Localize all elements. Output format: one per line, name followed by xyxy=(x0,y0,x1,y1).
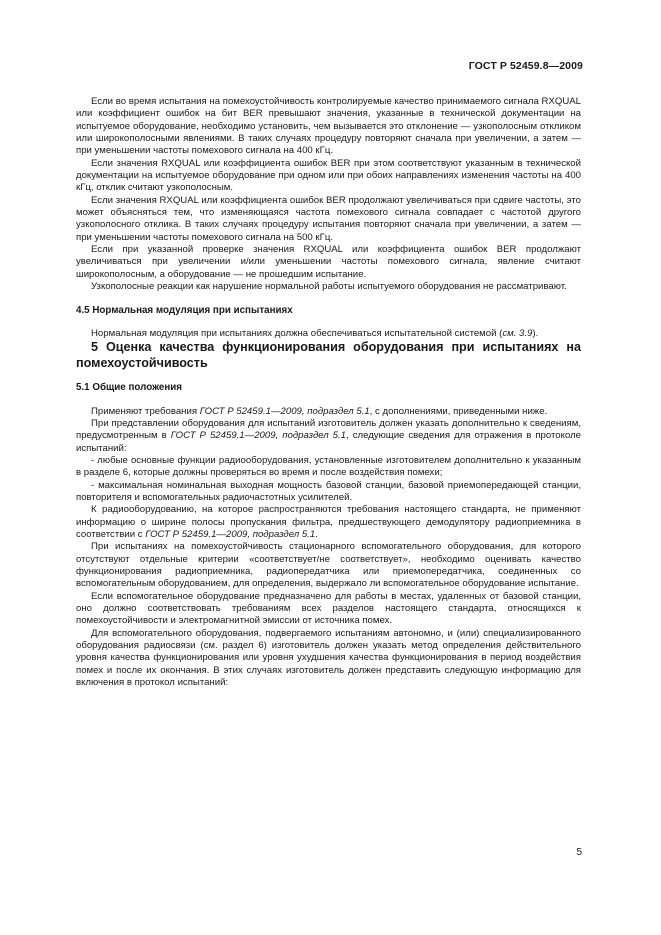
paragraph-text: . xyxy=(315,528,318,540)
list-item: - максимальная номинальная выходная мощность базовой станции, базовой приемопередающей станции, повторителя и вспомогательных радиочастотных усилителей. xyxy=(76,479,581,503)
paragraph: При испытаниях на помехоустойчивость стационарного вспомогательного оборудования, для которого отсутствуют отдельные критерии «соответствует/не соответствует», необходимо оценивать качество функционирования радиоприемника, радиопередатчика или приемопередатчика, соединенных со вспомогательным оборудованием, для определения, выдержало ли вспомогательное оборудование испытание. xyxy=(76,541,581,590)
cross-reference: ГОСТ Р 52459.1—2009, подраздел 5.1 xyxy=(170,430,347,442)
paragraph-text: К радиооборудованию, на которое распространяются требования настоящего стандарта, не применяют информацию о ширине полосы пропускания фильтра, предшествующего демодулятору радиоприемника в соответствии с xyxy=(76,504,581,540)
section-heading-4-5: 4.5 Нормальная модуляция при испытаниях xyxy=(76,304,293,316)
paragraph: Если при указанной проверке значения RXQUAL или коэффициента ошибок BER продолжают увеличиваться при увеличении и/или уменьшении частоты помехового сигнала, явление считают широкополосным, а оборудование — не прошедшим испытание. xyxy=(76,244,581,280)
paragraph: Узкополосные реакции как нарушение нормальной работы испытуемого оборудования не рассматривают. xyxy=(91,281,567,293)
paragraph xyxy=(76,504,581,541)
paragraph-text: , с дополнениями, приведенными ниже. xyxy=(369,405,548,417)
page-number: 5 xyxy=(576,847,582,858)
cross-reference: ГОСТ Р 52459.1—2009, подраздел 5.1 xyxy=(199,405,370,417)
document-header: ГОСТ Р 52459.8—2009 xyxy=(468,60,583,72)
section-heading-5-1: 5.1 Общие положения xyxy=(76,382,183,394)
paragraph xyxy=(76,418,581,455)
paragraph: Если значения RXQUAL или коэффициента ошибок BER при этом соответствуют указанным в технической документации на испытуемое оборудование при одном или при обоих направлениях изменения частоты на 400 кГц, отклик считают узкополосным. xyxy=(76,157,581,194)
paragraph-text: ). xyxy=(532,327,539,339)
paragraph-text: , следующие сведения для отражения в протоколе испытаний: xyxy=(76,430,581,454)
paragraph xyxy=(76,406,581,418)
paragraph xyxy=(76,328,581,340)
paragraph: Для вспомогательного оборудования, подвергаемого испытаниям автономно, и (или) специализированного оборудования радиосвязи (см. раздел 6) изготовитель должен указать метод определения действительного уровня качества функционирования или уровня ухудшения качества функционирования в период воздействия помех и после их окончания. В этих случаях изготовитель должен представить следующую информацию для включения в протокол испытаний: xyxy=(76,627,581,689)
paragraph: Если значения RXQUAL или коэффициента ошибок BER продолжают увеличиваться при сдвиге частоты, это может объясняться тем, что изменяющаяся частота помехового сигнала совпадает с частотой другого узкополосного отклика. В таких случаях процедуру испытания повторяют сначала при увеличении, а затем — при уменьшении частоты помехового сигнала на 500 кГц. xyxy=(76,194,581,243)
section-heading-5: 5 Оценка качества функционирования оборудования при испытаниях на помехоустойчивость xyxy=(76,340,581,370)
cross-reference: ГОСТ Р 52459.1—2009, подраздел 5.1 xyxy=(145,528,316,540)
paragraph: Если вспомогательное оборудование предназначено для работы в местах, удаленных от базовой станции, оно должно соответствовать требованиям всех разделов настоящего стандарта, относящихся к помехоустойчивости и электромагнитной эмиссии от источника помех. xyxy=(76,590,581,627)
cross-reference: см. 3.9 xyxy=(502,327,533,339)
paragraph-text: Применяют требования xyxy=(91,405,200,417)
paragraph: Если во время испытания на помехоустойчивость контролируемые качество принимаемого сигнала RXQUAL или коэффициент ошибок на бит BER превышают значения, указанные в технической документации на испытуемое оборудование, необходимо установить, чем вызывается это отклонение — узкополосным откликом или широкополосными явлениями. В таких случаях процедуру повторяют сначала при увеличении, а затем — при уменьшении частоты помехового сигнала на 400 кГц. xyxy=(76,96,581,157)
list-item: - любые основные функции радиооборудования, установленные изготовителем дополнительно к указанным в разделе 6, которые должны проверяться во время и после воздействия помехи; xyxy=(76,454,581,479)
document-body xyxy=(76,96,581,689)
paragraph-text: При представлении оборудования для испытаний изготовитель должен указать дополнительно к сведениям, предусмотренным в xyxy=(76,417,581,442)
paragraph-text: Нормальная модуляция при испытаниях должна обеспечиваться испытательной системой ( xyxy=(91,327,503,339)
